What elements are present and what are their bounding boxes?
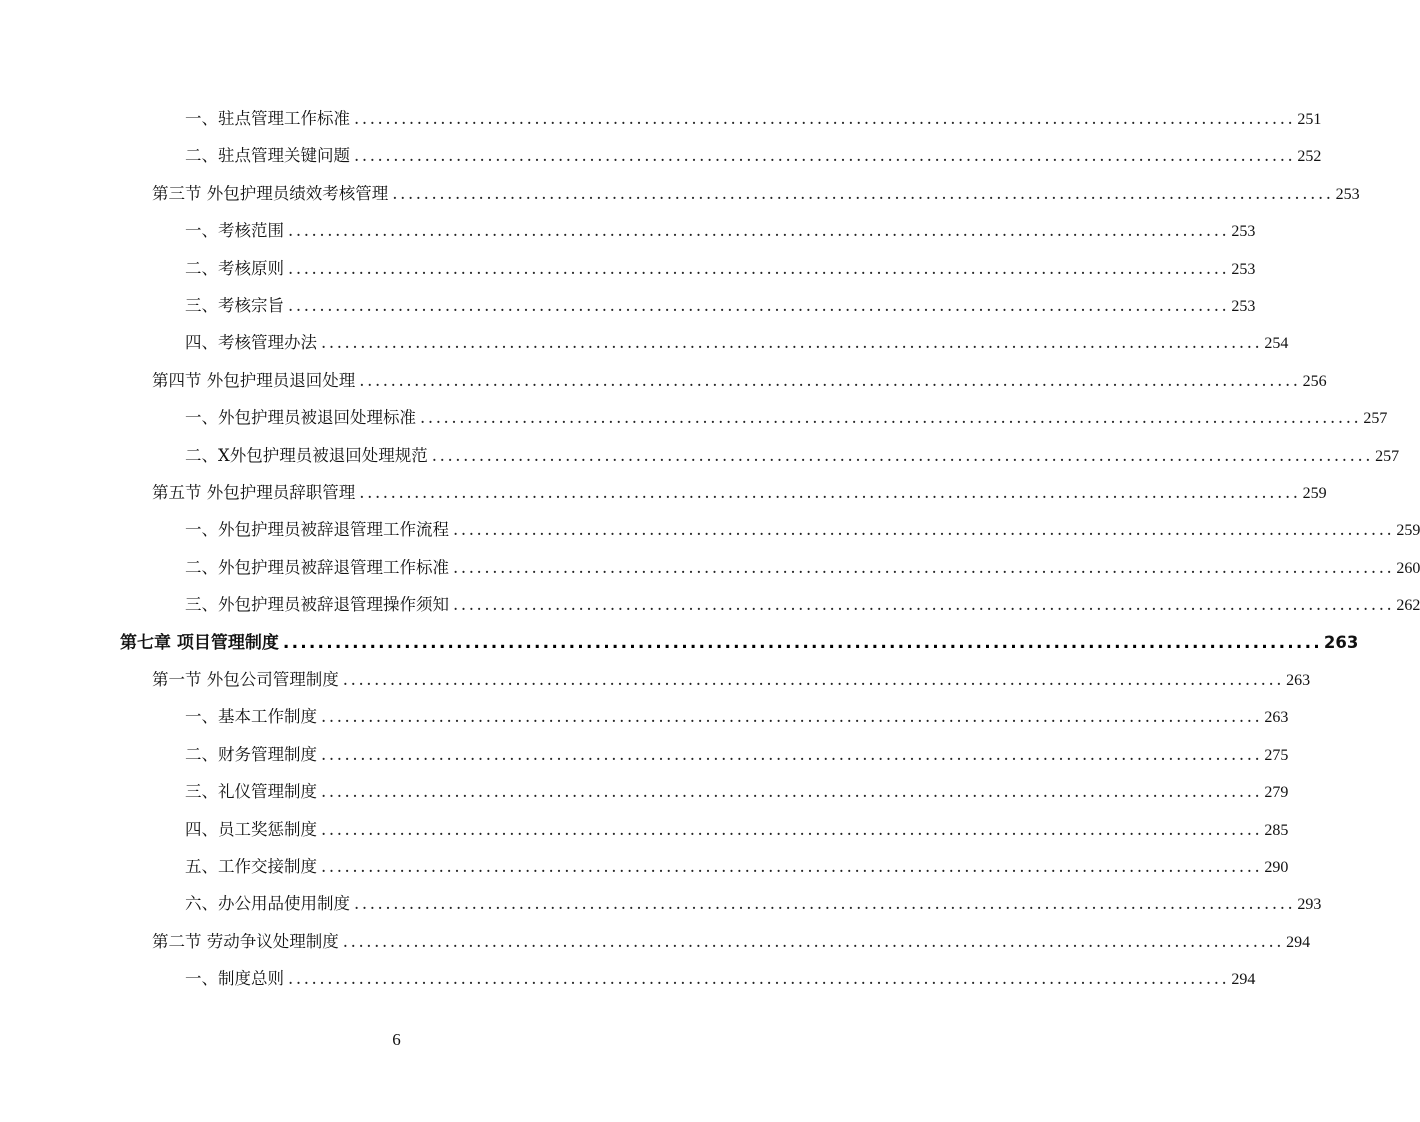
toc-subsection-entry[interactable] bbox=[185, 142, 1322, 170]
toc-entry-label: 二、外包护理员被辞退管理工作标准 bbox=[185, 557, 449, 577]
toc-entry-label: 第三节 外包护理员绩效考核管理 bbox=[152, 183, 389, 203]
toc-entry-page: 263 bbox=[1286, 672, 1311, 689]
toc-entry-page: 257 bbox=[1375, 447, 1400, 465]
toc-entry-label: 第二节 劳动争议处理制度 bbox=[152, 931, 339, 951]
toc-entry-label: 四、员工奖惩制度 bbox=[185, 819, 317, 839]
toc-entry-page: 259 bbox=[1302, 485, 1327, 502]
toc-section-entry[interactable] bbox=[152, 479, 1327, 507]
toc-entry-label: 一、外包护理员被辞退管理工作流程 bbox=[185, 520, 449, 540]
toc-subsection-entry[interactable] bbox=[185, 442, 1400, 470]
toc-subsection-entry[interactable] bbox=[185, 591, 1420, 619]
dot-leader: ........................................................................................................................ bbox=[321, 744, 1263, 764]
toc-entry-page: 285 bbox=[1264, 821, 1289, 839]
dot-leader: ........................................................................................................................ bbox=[453, 520, 1395, 540]
dot-leader: ........................................................................................................................ bbox=[288, 296, 1230, 315]
toc-entry-page: 251 bbox=[1297, 111, 1322, 128]
toc-entry-page: 253 bbox=[1231, 223, 1256, 241]
dot-leader: ........................................................................................................................ bbox=[288, 969, 1230, 989]
toc-subsection-entry[interactable] bbox=[185, 965, 1256, 993]
toc-entry-label: 一、制度总则 bbox=[185, 969, 284, 989]
dot-leader: ........................................................................................................................ bbox=[342, 670, 1285, 689]
dot-leader: ........................................................................................................................ bbox=[321, 333, 1263, 353]
dot-leader: ........................................................................................................................ bbox=[392, 183, 1334, 203]
dot-leader: ........................................................................................................................ bbox=[321, 707, 1263, 727]
toc-entry-page: 257 bbox=[1363, 410, 1388, 428]
toc-entry-label: 二、财务管理制度 bbox=[185, 744, 317, 764]
toc-subsection-entry[interactable] bbox=[185, 741, 1289, 769]
toc-entry-label: 四、考核管理办法 bbox=[185, 333, 317, 353]
toc-entry-label: 第五节 外包护理员辞职管理 bbox=[152, 483, 356, 502]
toc-subsection-entry[interactable] bbox=[185, 778, 1289, 806]
toc-entry-page: 253 bbox=[1335, 185, 1360, 203]
toc-entry-label: 第七章 项目管理制度 bbox=[120, 632, 279, 653]
toc-entry-page: 293 bbox=[1297, 896, 1322, 914]
toc-subsection-entry[interactable] bbox=[185, 853, 1289, 881]
dot-leader: ........................................................................................................................ bbox=[321, 782, 1263, 802]
toc-section-entry[interactable] bbox=[152, 928, 1311, 956]
toc-entry-page: 254 bbox=[1264, 335, 1289, 353]
toc-section-entry[interactable] bbox=[152, 367, 1327, 395]
toc-entry-label: 一、驻点管理工作标准 bbox=[185, 109, 350, 128]
toc-entry-page: 263 bbox=[1323, 632, 1359, 652]
toc-entry-label: 一、基本工作制度 bbox=[185, 707, 317, 727]
toc-entry-label: 三、考核宗旨 bbox=[185, 296, 284, 315]
toc-chapter-entry[interactable] bbox=[120, 629, 1359, 657]
toc-entry-page: 253 bbox=[1231, 298, 1256, 315]
toc-subsection-entry[interactable] bbox=[185, 703, 1289, 731]
page-number: 6 bbox=[392, 1030, 401, 1049]
toc-entry-page: 256 bbox=[1302, 372, 1327, 390]
toc-entry-label: 三、礼仪管理制度 bbox=[185, 782, 317, 802]
toc-entry-page: 275 bbox=[1264, 746, 1289, 764]
toc-subsection-entry[interactable] bbox=[185, 890, 1322, 918]
toc-entry-label: 五、工作交接制度 bbox=[185, 857, 317, 876]
dot-leader: ........................................................................................................................ bbox=[453, 557, 1395, 577]
toc-entry-page: 259 bbox=[1396, 522, 1420, 540]
toc-subsection-entry[interactable] bbox=[185, 404, 1388, 432]
toc-entry-page: 290 bbox=[1264, 859, 1289, 876]
toc-section-entry[interactable] bbox=[152, 180, 1360, 208]
dot-leader: ........................................................................................................................ bbox=[359, 483, 1301, 502]
dot-leader: ........................................................................................................................ bbox=[431, 445, 1374, 465]
toc-entry-page: 294 bbox=[1231, 971, 1256, 989]
toc-subsection-entry[interactable] bbox=[185, 816, 1289, 844]
toc-subsection-entry[interactable] bbox=[185, 329, 1289, 357]
toc-entry-label: 一、外包护理员被退回处理标准 bbox=[185, 408, 416, 428]
dot-leader: ........................................................................................................................ bbox=[321, 819, 1263, 839]
dot-leader: ........................................................................................................................ bbox=[354, 146, 1296, 166]
toc-subsection-entry[interactable] bbox=[185, 554, 1420, 582]
toc-section-entry[interactable] bbox=[152, 666, 1311, 694]
dot-leader: ........................................................................................................................ bbox=[342, 931, 1285, 951]
toc-entry-page: 260 bbox=[1396, 559, 1420, 577]
toc-entry-page: 279 bbox=[1264, 784, 1289, 802]
dot-leader: ........................................................................................................................ bbox=[288, 258, 1230, 278]
dot-leader: ........................................................................................................................ bbox=[321, 857, 1263, 876]
toc-entry-label: 一、考核范围 bbox=[185, 221, 284, 241]
toc-entry-label: 第四节 外包护理员退回处理 bbox=[152, 370, 356, 390]
toc-entry-label: 二、考核原则 bbox=[185, 258, 284, 278]
toc-entry-label: 二、驻点管理关键问题 bbox=[185, 146, 350, 166]
toc-subsection-entry[interactable] bbox=[185, 255, 1256, 283]
toc-entry-page: 253 bbox=[1231, 260, 1256, 278]
dot-leader: ........................................................................................................................ bbox=[354, 894, 1296, 914]
dot-leader: ........................................................................................................................ bbox=[420, 408, 1362, 428]
toc-entry-page: 252 bbox=[1297, 148, 1322, 166]
dot-leader: ........................................................................................................................ bbox=[359, 370, 1301, 390]
toc-subsection-entry[interactable] bbox=[185, 292, 1256, 320]
toc-subsection-entry[interactable] bbox=[185, 105, 1322, 133]
toc-entry-page: 263 bbox=[1264, 709, 1289, 727]
dot-leader: ........................................................................................................................ bbox=[453, 595, 1395, 615]
toc-entry-label: 六、办公用品使用制度 bbox=[185, 894, 350, 914]
toc-subsection-entry[interactable] bbox=[185, 516, 1420, 544]
toc-entry-label: 三、外包护理员被辞退管理操作须知 bbox=[185, 595, 449, 615]
dot-leader: ........................................................................................................................ bbox=[282, 632, 1322, 653]
toc-entry-page: 262 bbox=[1396, 597, 1420, 615]
toc-subsection-entry[interactable] bbox=[185, 217, 1256, 245]
toc-entry-label: 第一节 外包公司管理制度 bbox=[152, 670, 339, 689]
dot-leader: ........................................................................................................................ bbox=[354, 109, 1296, 128]
toc-entry-page: 294 bbox=[1286, 933, 1311, 951]
toc-entry-label: 二、X外包护理员被退回处理规范 bbox=[185, 445, 428, 465]
dot-leader: ........................................................................................................................ bbox=[288, 221, 1230, 241]
